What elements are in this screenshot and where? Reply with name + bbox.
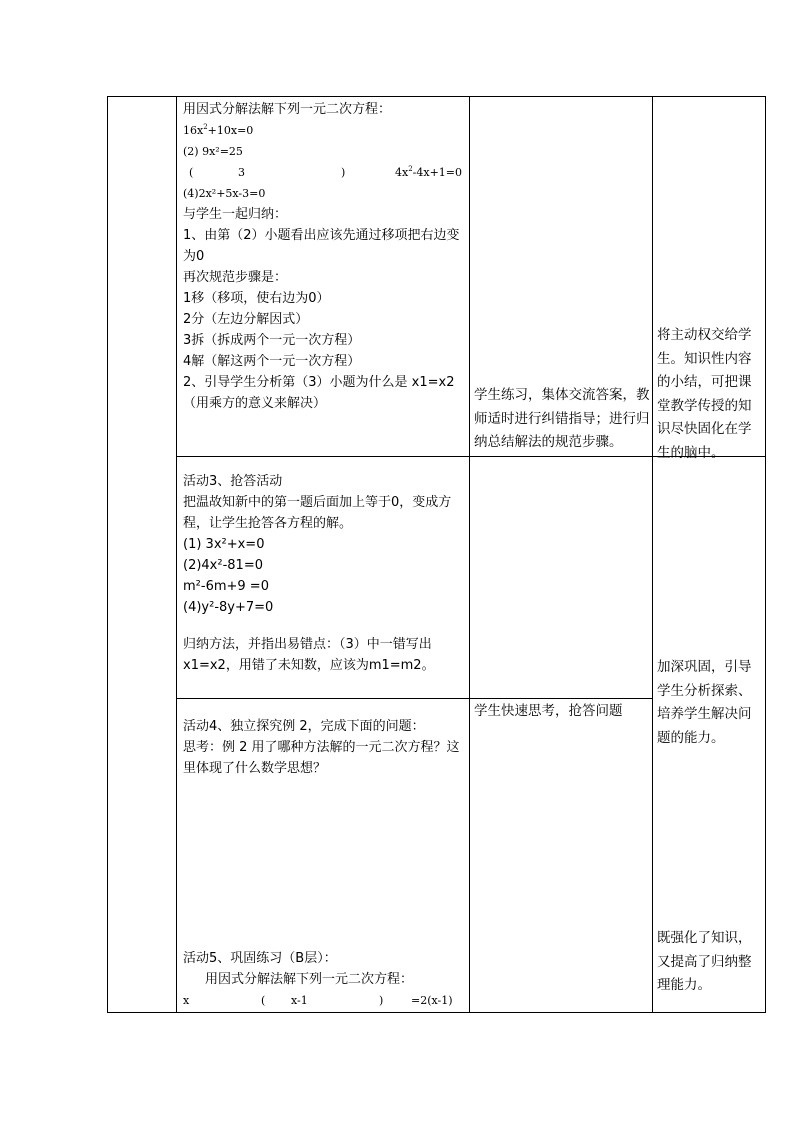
row-divider-2	[176, 698, 652, 699]
activity-4-question: 思考：例 2 用了哪种方法解的一元二次方程？这里体现了什么数学思想？	[183, 740, 460, 776]
content-cell-2	[183, 471, 466, 676]
activity-5-subtitle: 用因式分解法解下列一元二次方程：	[205, 972, 414, 987]
design-intent-2: 加深巩固，引导学生分析探索、培养学生解决问题的能力。	[657, 659, 752, 746]
step-2: 2分（左边分解因式）	[183, 312, 309, 327]
quiz-equation-2: (2)4x²-81=0	[183, 558, 263, 573]
instruction-text: 用因式分解法解下列一元二次方程：	[183, 102, 392, 117]
quiz-equation-3: m²-6m+9 =0	[183, 579, 269, 594]
step-4: 4解（解这两个一元一次方程）	[183, 354, 361, 369]
summary-point-2: 2、引导学生分析第（3）小题为什么是 x1=x2（用乘方的意义来解决）	[183, 375, 455, 411]
table-left-border	[107, 96, 108, 1013]
activity-4-title: 活动4、独立探究例 2，完成下面的问题：	[183, 719, 425, 734]
column-divider-1	[176, 96, 177, 1013]
activity-5-title: 活动5、巩固练习（B层）：	[183, 951, 337, 966]
column-divider-3	[652, 96, 653, 1013]
design-intent-1: 将主动权交给学生。知识性内容的小结，可把课堂教学传授的知识尽快固化在学生的脑中。	[657, 327, 752, 461]
equation-3: ( 3 ) $4x^2-4x+1=0$	[189, 165, 463, 179]
student-activity-2: 学生快速思考，抢答问题	[474, 703, 623, 719]
activity-3-intro: 把温故知新中的第一题后面加上等于0，变成方程，让学生抢答各方程的解。	[183, 495, 452, 531]
summary-heading: 与学生一起归纳：	[183, 207, 288, 222]
quiz-equation-1: (1) 3x²+x=0	[183, 537, 265, 552]
content-cell-1	[183, 99, 466, 414]
summary-point-1: 1、由第（2）小题看出应该先通过移项把右边变为0	[183, 228, 460, 264]
quiz-equation-4: (4)y²-8y+7=0	[183, 600, 274, 615]
table-right-border	[765, 96, 766, 1013]
equation-1: $16x^2+10x=0$	[183, 123, 254, 137]
table-bottom-border	[107, 1012, 766, 1013]
content-cell-3	[183, 716, 466, 779]
equation-4: (4)2x²+5x-3=0	[183, 187, 266, 200]
activity-3-title: 活动3、抢答活动	[183, 474, 283, 489]
activity-5-equation: x ( x-1 ) =2(x-1)	[183, 994, 453, 1007]
activity-3-summary: 归纳方法，并指出易错点：（3）中一错写出 x1=x2，用错了未知数，应该为m1=m2。	[183, 637, 435, 673]
student-activity-1: 学生练习，集体交流答案，教师适时进行纠错指导；进行归纳总结解法的规范步骤。	[474, 387, 650, 450]
table-top-border	[107, 96, 766, 97]
column-divider-2	[469, 96, 470, 1013]
step-3: 3拆（拆成两个一元一次方程）	[183, 333, 361, 348]
equation-2: (2) 9x²=25	[183, 145, 243, 158]
content-cell-3b	[183, 948, 466, 1011]
step-1: 1移（移项，使右边为0）	[183, 291, 330, 306]
steps-heading: 再次规范步骤是：	[183, 270, 288, 285]
design-intent-3: 既强化了知识，又提高了归纳整理能力。	[657, 930, 752, 993]
